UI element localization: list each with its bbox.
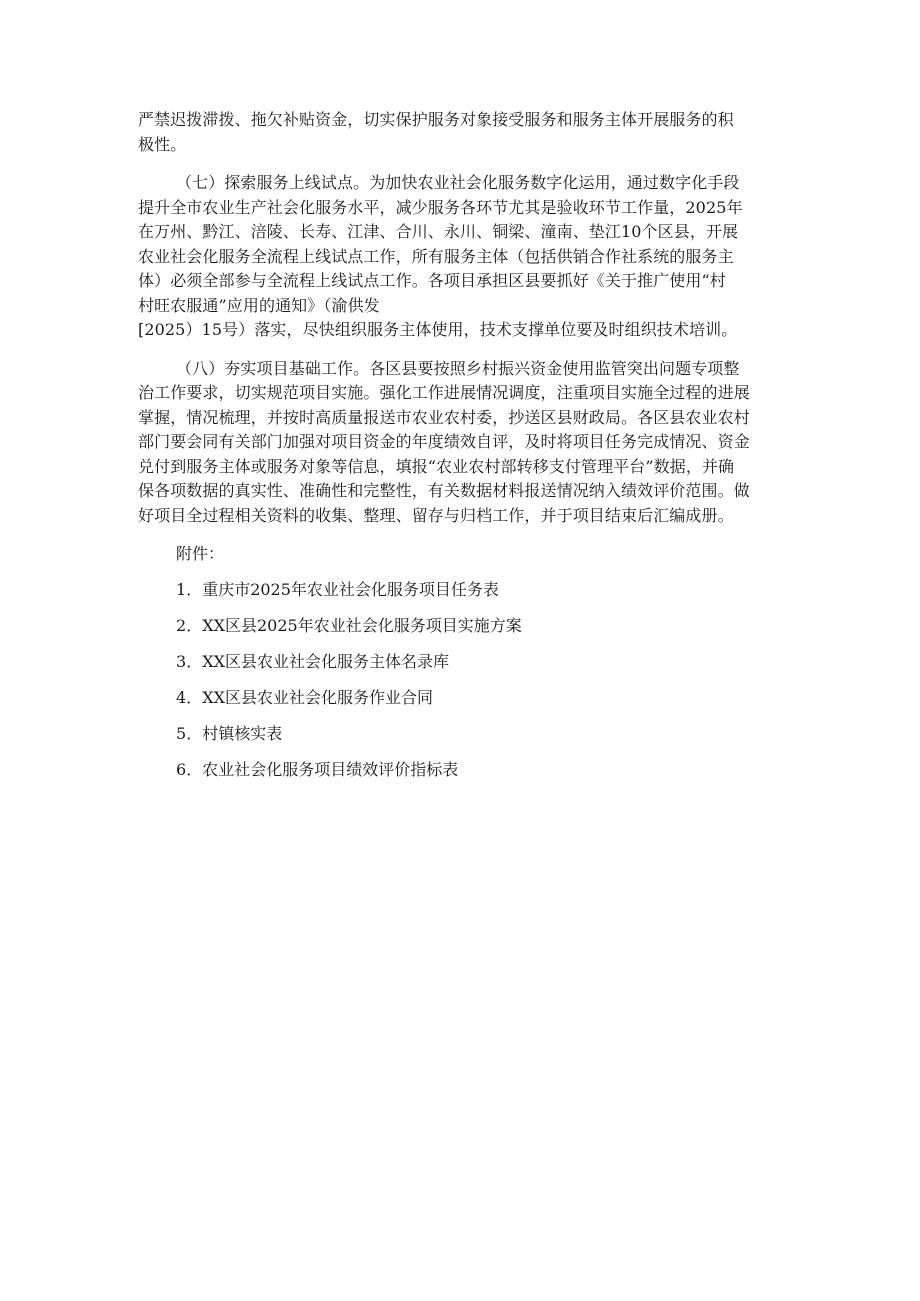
- attachment-item: [138, 650, 784, 675]
- document-page: [138, 108, 784, 783]
- attachment-item: [138, 686, 784, 711]
- attachment-item: [138, 578, 784, 603]
- text-line: 保各项数据的真实性、准确性和完整性，有关数据材料报送情况纳入绩效评价范围。做: [138, 481, 750, 500]
- text-line: （七）探索服务上线试点。为加快农业社会化服务数字化运用，通过数字化手段: [176, 173, 740, 192]
- attachments-section: [138, 542, 784, 783]
- attachment-text: ．XX区县农业社会化服务主体名录库: [186, 652, 449, 671]
- attachment-item: [138, 614, 784, 639]
- paragraph-8: [138, 357, 784, 529]
- attachment-number: 1: [176, 580, 187, 599]
- text-line: [2025）15号）落实，尽快组织服务主体使用，技术支撑单位要及时组织技术培训。: [138, 320, 738, 339]
- attachment-number: 2: [176, 616, 187, 635]
- text-line: 极性。: [138, 134, 187, 154]
- attachment-text: ．XX区县农业社会化服务作业合同: [186, 688, 433, 707]
- attachment-number: 6: [176, 760, 187, 779]
- attachment-number: 3: [176, 652, 187, 671]
- text-line: 在万州、黔江、涪陵、长寿、江津、合川、永川、铜梁、潼南、垫江10个区县，开展: [138, 222, 739, 241]
- attachment-number: 4: [176, 688, 187, 707]
- text-line: 体）必须全部参与全流程上线试点工作。各项目承担区县要抓好《关于推广使用“村: [138, 271, 726, 290]
- attachment-text: ．XX区县2025年农业社会化服务项目实施方案: [186, 616, 522, 635]
- attachment-text: ．村镇核实表: [186, 724, 283, 743]
- text-line: 严禁迟拨滞拨、拖欠补贴资金，切实保护服务对象接受服务和服务主体开展服务的积: [138, 110, 734, 129]
- attachment-item: [138, 722, 784, 747]
- attachment-text: ．农业社会化服务项目绩效评价指标表: [186, 760, 459, 779]
- paragraph-7: [138, 171, 784, 343]
- paragraph-6-tail: [138, 108, 784, 157]
- text-line: 兑付到服务主体或服务对象等信息，填报“农业农村部转移支付管理平台”数据，并确: [138, 456, 735, 476]
- attachment-text: ．重庆市2025年农业社会化服务项目任务表: [186, 580, 499, 599]
- text-line: 农业社会化服务全流程上线试点工作，所有服务主体（包括供销合作社系统的服务主: [138, 246, 734, 266]
- attachments-title: 附件：: [176, 544, 225, 563]
- text-line: （八）夯实项目基础工作。各区县要按照乡村振兴资金使用监管突出问题专项整: [176, 358, 740, 378]
- text-line: 治工作要求，切实规范项目实施。强化工作进展情况调度，注重项目实施全过程的进展: [138, 383, 750, 402]
- text-line: 村旺农服通”应用的通知》（渝供发: [138, 295, 380, 315]
- text-line: 掌握，情况梳理，并按时高质量报送市农业农村委，抄送区县财政局。各区县农业农村: [138, 407, 750, 427]
- text-line: 好项目全过程相关资料的收集、整理、留存与归档工作，并于项目结束后汇编成册。: [138, 505, 734, 525]
- attachment-number: 5: [176, 724, 187, 743]
- text-line: 提升全市农业生产社会化服务水平，减少服务各环节尤其是验收环节工作量，2025年: [138, 197, 743, 217]
- attachment-item: [138, 758, 784, 783]
- text-line: 部门要会同有关部门加强对项目资金的年度绩效自评，及时将项目任务完成情况、资金: [138, 432, 750, 451]
